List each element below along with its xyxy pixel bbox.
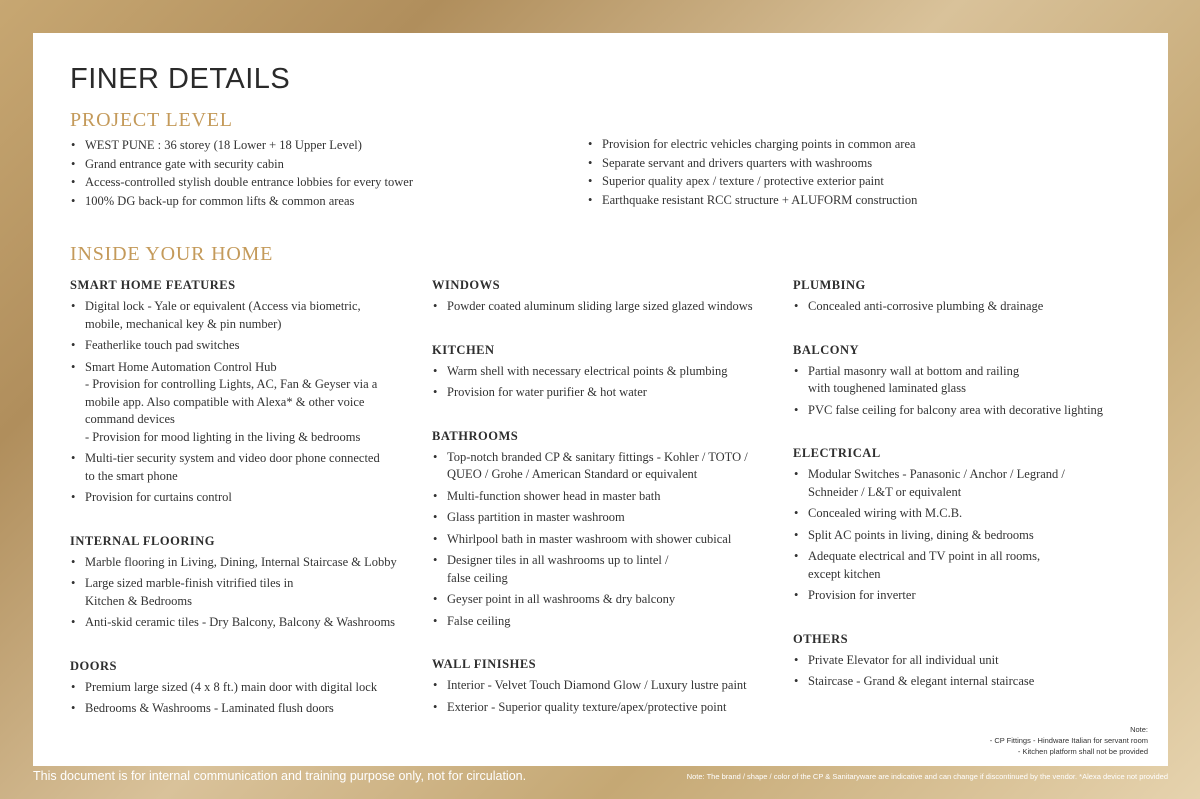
bullet-text: • Designer tiles in all washrooms up to lintel /: [447, 553, 669, 567]
feature-section: [70, 533, 430, 632]
note-line: - Kitchen platform shall not be provided: [1017, 747, 1148, 756]
bullet-text: • Provision for curtains control: [85, 490, 232, 504]
feature-section-title: OTHERS: [793, 631, 849, 646]
bullet-text: • Top-notch branded CP & sanitary fittings - Kohler / TOTO /: [447, 449, 748, 464]
bullet-item: [70, 359, 430, 447]
bullet-text: • Exterior - Superior quality texture/apex/protective point: [447, 699, 727, 714]
bullet-text: to the smart phone: [85, 468, 178, 483]
footer-note: Note: The brand / shape / color of the CP & Sanitaryware are indicative and can change if discontinued by the vendor. *Alexa device not provided: [686, 772, 1168, 781]
feature-list: [70, 298, 430, 507]
bullet-text: • Multi-tier security system and video door phone connected: [85, 451, 380, 465]
feature-section: [70, 658, 430, 718]
bullet-text: • PVC false ceiling for balcony area with decorative lighting: [808, 402, 1104, 417]
bullet-item: [793, 466, 1153, 501]
bullet-text: • Geyser point in all washrooms & dry balcony: [447, 592, 676, 606]
bullet-text: • Grand entrance gate with security cabin: [85, 156, 284, 171]
bullet-text: • Multi-function shower head in master bath: [447, 488, 661, 503]
bullet-item: [70, 575, 430, 610]
bullet-text: • Premium large sized (4 x 8 ft.) main door with digital lock: [85, 679, 378, 694]
feature-list: [793, 466, 1153, 605]
bullet-item: [70, 700, 430, 718]
bullet-text: • Modular Switches - Panasonic / Anchor / Legrand /: [808, 467, 1065, 481]
feature-section-title: ELECTRICAL: [793, 446, 881, 460]
feature-section: [432, 342, 792, 402]
bullet-text: false ceiling: [447, 570, 508, 585]
bullet-text: mobile, mechanical key & pin number): [85, 316, 282, 331]
bullet-text: • Whirlpool bath in master washroom with shower cubical: [447, 531, 732, 546]
inside-home-heading: INSIDE YOUR HOME: [70, 243, 274, 265]
bullet-text: command devices: [85, 412, 175, 426]
features-column-2: [432, 277, 792, 716]
feature-section-title: BATHROOMS: [432, 428, 519, 443]
bullet-text: • Provision for inverter: [808, 588, 916, 602]
bullet-item: [432, 677, 792, 695]
bullet-text: • False ceiling: [447, 613, 511, 628]
feature-section: [432, 277, 792, 316]
bullet-item: [70, 337, 430, 355]
bullet-item: [793, 505, 1153, 523]
feature-section: [793, 445, 1153, 605]
feature-section: [432, 428, 792, 631]
feature-list: [432, 298, 792, 316]
bullet-text: • Digital lock - Yale or equivalent (Access via biometric,: [85, 299, 361, 313]
bullet-item: [587, 155, 1147, 173]
bullet-text: • Warm shell with necessary electrical points & plumbing: [447, 363, 728, 378]
bullet-text: • Separate servant and drivers quarters with washrooms: [602, 155, 873, 170]
bullet-text: • Concealed wiring with M.C.B.: [808, 506, 963, 520]
bullet-item: [793, 298, 1153, 316]
bullet-item: [432, 384, 792, 402]
feature-section-title: PLUMBING: [793, 278, 866, 292]
bullet-item: [432, 552, 792, 587]
bullet-text: • Private Elevator for all individual unit: [808, 652, 999, 667]
bullet-text: • Access-controlled stylish double entrance lobbies for every tower: [85, 175, 414, 189]
note-line: - CP Fittings - Hindware Italian for servant room: [989, 736, 1148, 745]
bullet-item: [432, 449, 792, 484]
feature-section-title: DOORS: [70, 658, 117, 673]
bullet-item: [587, 173, 1147, 191]
bullet-item: [70, 193, 590, 211]
bullet-text: • Provision for electric vehicles charging points in common area: [602, 137, 916, 151]
bullet-item: [587, 136, 1147, 154]
bullet-text: mobile app. Also compatible with Alexa* & other voice: [85, 394, 365, 409]
details-panel: [33, 33, 1168, 766]
bullet-text: • Powder coated aluminum sliding large sized glazed windows: [447, 299, 753, 313]
project-level-heading: PROJECT LEVEL: [70, 109, 233, 131]
bullet-item: [587, 192, 1147, 210]
bullet-item: [70, 298, 430, 333]
bullet-item: [432, 699, 792, 717]
bullet-text: • Featherlike touch pad switches: [85, 338, 240, 352]
bullet-item: [793, 652, 1153, 670]
note-box: [990, 724, 1148, 757]
bullet-item: [70, 554, 430, 572]
feature-section: [793, 342, 1153, 420]
feature-section-title: SMART HOME FEATURES: [70, 278, 236, 292]
bullet-text: • Large sized marble-finish vitrified tiles in: [85, 576, 294, 590]
features-column-1: [70, 277, 430, 718]
bullet-item: [70, 679, 430, 697]
bullet-item: [70, 156, 590, 174]
bullet-text: • 100% DG back-up for common lifts & common areas: [85, 193, 355, 208]
feature-list: [793, 652, 1153, 691]
feature-section-title: KITCHEN: [432, 342, 495, 357]
bullet-text: • Partial masonry wall at bottom and railing: [808, 363, 1020, 378]
bullet-text: • Smart Home Automation Control Hub: [85, 359, 277, 374]
bullet-item: [70, 174, 590, 192]
feature-section-title: INTERNAL FLOORING: [70, 533, 215, 548]
bullet-item: [793, 402, 1153, 420]
bullet-item: [70, 614, 430, 632]
bullet-text: except kitchen: [808, 566, 881, 581]
bullet-text: • Concealed anti-corrosive plumbing & drainage: [808, 299, 1044, 313]
bullet-item: [432, 363, 792, 381]
feature-list: [432, 677, 792, 716]
feature-list: [432, 449, 792, 631]
bullet-item: [432, 613, 792, 631]
bullet-item: [793, 548, 1153, 583]
bullet-item: [432, 531, 792, 549]
bullet-item: [432, 488, 792, 506]
project-level-list-left: [70, 137, 590, 210]
bullet-item: [793, 363, 1153, 398]
feature-section-title: BALCONY: [793, 342, 860, 357]
bullet-text: • Superior quality apex / texture / protective exterior paint: [602, 174, 884, 188]
bullet-text: • WEST PUNE : 36 storey (18 Lower + 18 Upper Level): [85, 138, 362, 152]
footer-disclaimer: This document is for internal communication and training purpose only, not for circulation.: [33, 769, 527, 783]
bullet-text: QUEO / Grohe / American Standard or equivalent: [447, 467, 698, 481]
bullet-text: Schneider / L&T or equivalent: [808, 484, 962, 499]
bullet-text: • Adequate electrical and TV point in all rooms,: [808, 549, 1041, 563]
feature-list: [793, 298, 1153, 316]
bullet-text: • Staircase - Grand & elegant internal staircase: [808, 674, 1035, 688]
bullet-text: • Split AC points in living, dining & bedrooms: [808, 527, 1034, 542]
feature-list: [70, 554, 430, 632]
bullet-item: [70, 450, 430, 485]
features-column-3: [793, 277, 1153, 691]
bullet-item: [432, 298, 792, 316]
bullet-text: • Anti-skid ceramic tiles - Dry Balcony, Balcony & Washrooms: [85, 615, 396, 629]
bullet-text: • Interior - Velvet Touch Diamond Glow / Luxury lustre paint: [447, 678, 747, 692]
feature-section-title: WALL FINISHES: [432, 657, 537, 671]
feature-section: [793, 277, 1153, 316]
feature-list: [70, 679, 430, 718]
feature-list: [793, 363, 1153, 420]
feature-section-title: WINDOWS: [432, 278, 501, 292]
bullet-text: • Earthquake resistant RCC structure + ALUFORM construction: [602, 192, 918, 207]
bullet-item: [70, 137, 590, 155]
feature-section: [793, 631, 1153, 691]
bullet-text: • Bedrooms & Washrooms - Laminated flush doors: [85, 701, 334, 715]
bullet-item: [793, 527, 1153, 545]
project-level-list-right: [587, 136, 1147, 209]
bullet-text: • Marble flooring in Living, Dining, Internal Staircase & Lobby: [85, 554, 397, 569]
bullet-text: - Provision for mood lighting in the living & bedrooms: [85, 429, 361, 444]
bullet-text: • Provision for water purifier & hot water: [447, 385, 647, 399]
note-label: Note:: [1130, 725, 1148, 734]
bullet-item: [793, 587, 1153, 605]
bullet-item: [70, 489, 430, 507]
bullet-text: - Provision for controlling Lights, AC, Fan & Geyser via a: [85, 377, 378, 391]
feature-list: [432, 363, 792, 402]
bullet-text: with toughened laminated glass: [808, 381, 966, 395]
bullet-text: Kitchen & Bedrooms: [85, 593, 192, 608]
bullet-item: [432, 591, 792, 609]
feature-section: [70, 277, 430, 507]
bullet-item: [793, 673, 1153, 691]
page-title: FINER DETAILS: [70, 63, 291, 95]
bullet-item: [432, 509, 792, 527]
bullet-text: • Glass partition in master washroom: [447, 510, 625, 524]
feature-section: [432, 656, 792, 716]
